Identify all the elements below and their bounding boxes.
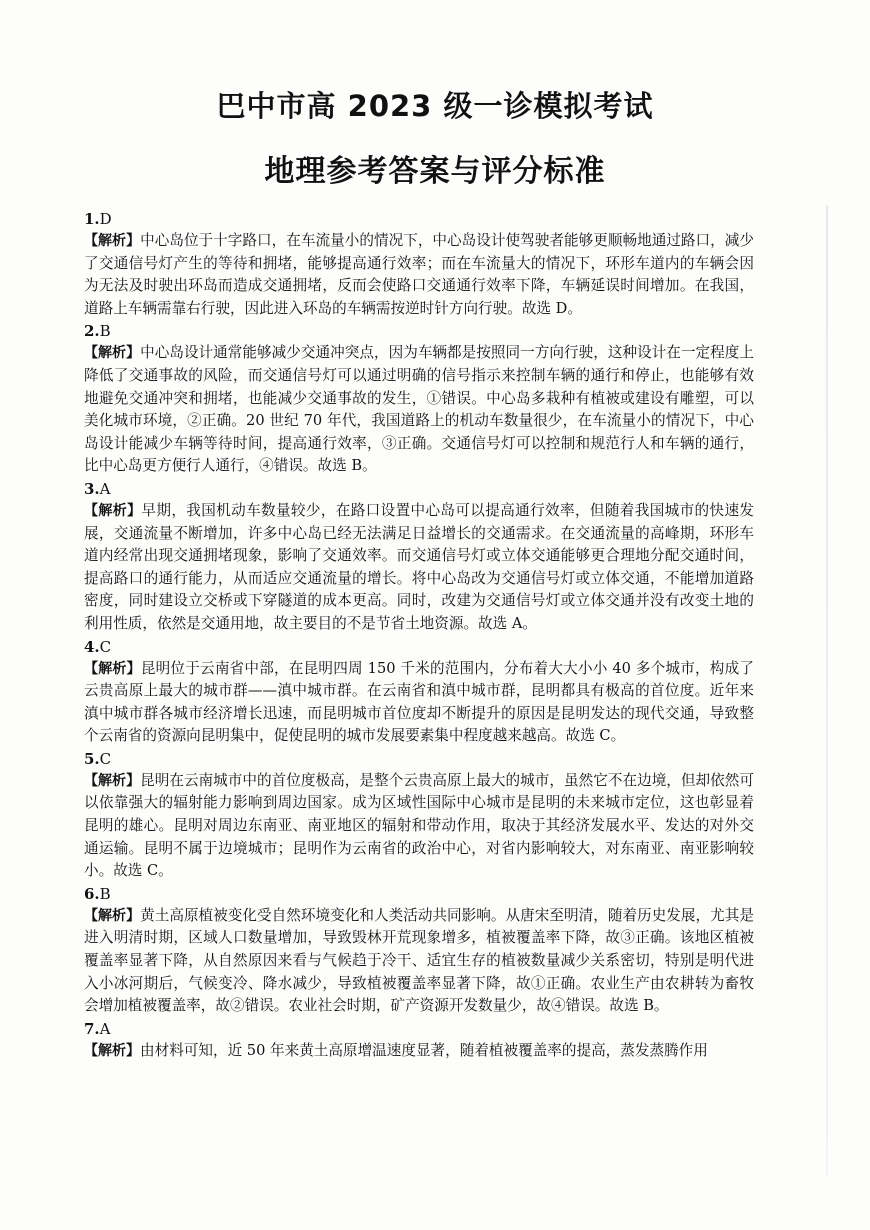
answer-line (84, 208, 754, 230)
question-block-3 (84, 478, 754, 636)
question-number: 6. (84, 884, 100, 903)
answer-line (84, 1018, 754, 1040)
explanation-text: 早期，我国机动车数量较少，在路口设置中心岛可以提高通行效率，但随着我国城市的快速发展，交通流量不断增加，许多中心岛已经无法满足日益增长的交通需求。在交通流量的高峰期，环形车道内经常出现交通拥堵现象，影响了交通效率。而交通信号灯或立体交通能够更合理地分配交通时间，提高路口的通行能力，从而适应交通流量的增长。将中心岛改为交通信号灯或立体交通，不能增加道路密度，同时建设立交桥或下穿隧道的成本更高。同时，改建为交通信号灯或立体交通并没有改变土地的利用性质，依然是交通用地，故主要目的不是节省土地资源。故选 A。 (84, 501, 754, 632)
question-block-7 (84, 1018, 754, 1063)
question-number: 7. (84, 1019, 100, 1038)
answer-line (84, 478, 754, 500)
analysis-tag: 【解析】 (84, 907, 141, 924)
answer-line (84, 636, 754, 658)
explanation (84, 770, 754, 883)
question-number: 3. (84, 479, 100, 498)
explanation (84, 658, 754, 748)
answer-list (84, 208, 754, 1062)
question-block-6 (84, 883, 754, 1018)
answer-choice: C (99, 749, 112, 768)
answer-choice: A (99, 479, 111, 498)
question-number: 4. (84, 637, 100, 656)
explanation (84, 230, 754, 320)
question-number: 5. (84, 749, 100, 768)
analysis-tag: 【解析】 (84, 345, 141, 362)
explanation-text: 昆明在云南城市中的首位度极高，是整个云贵高原上最大的城市，虽然它不在边境，但却依然可以依靠强大的辐射能力影响到周边国家。成为区域性国际中心城市是昆明的未来城市定位，这也彰显着昆明的雄心。昆明对周边东南亚、南亚地区的辐射和带动作用，取决于其经济发展水平、发达的对外交通运输。昆明不属于边境城市；昆明作为云南省的政治中心，对省内影响较大，对东南亚、南亚影响较小。故选 C。 (84, 771, 754, 880)
answer-choice: A (99, 1019, 111, 1038)
answer-choice: B (99, 322, 111, 341)
explanation (84, 1040, 754, 1063)
answer-line (84, 748, 754, 770)
question-number: 1. (84, 210, 100, 228)
question-block-1 (84, 208, 754, 320)
explanation-text: 由材料可知，近 50 年来黄土高原增温速度显著，随着植被覆盖率的提高，蒸发蒸腾作用 (140, 1041, 708, 1059)
analysis-tag: 【解析】 (84, 772, 141, 789)
explanation-text: 黄土高原植被变化受自然环境变化和人类活动共同影响。从唐宋至明清，随着历史发展，尤其是进入明清时期，区域人口数量增加，导致毁林开荒现象增多，植被覆盖率下降，故③正确。该地区植被覆盖率显著下降，从自然原因来看与气候趋于冷干、适宜生存的植被数量减少关系密切，特别是明代进入小冰河期后，气候变冷、降水减少，导致植被覆盖率显著下降，故①正确。农业生产由农耕转为畜牧会增加植被覆盖率，故②错误。农业社会时期，矿产资源开发数量少，故④错误。故选 B。 (84, 906, 754, 1015)
explanation (84, 905, 754, 1018)
explanation-text: 昆明位于云南省中部，在昆明四周 150 千米的范围内，分布着大大小小 40 多个城市，构成了云贵高原上最大的城市群——滇中城市群。在云南省和滇中城市群，昆明都具有极高的首位度。近年来滇中城市群各城市经济增长迅速，而昆明城市首位度却不断提升的原因是昆明发达的现代交通，导致整个云南省的资源向昆明集中，促使昆明的城市发展要素集中程度越来越高。故选 C。 (84, 659, 755, 745)
document-subtitle: 地理参考答案与评分标准 (264, 154, 606, 189)
answer-line (84, 320, 754, 342)
explanation (84, 342, 754, 478)
answer-choice: D (99, 210, 112, 228)
answer-choice: C (99, 637, 112, 656)
analysis-tag: 【解析】 (84, 1042, 140, 1059)
explanation-text: 中心岛设计通常能够减少交通冲突点，因为车辆都是按照同一方向行驶，这种设计在一定程度上降低了交通事故的风险，而交通信号灯可以通过明确的信号指示来控制车辆的通行和停止，也能够有效地避免交通冲突和拥堵，也能减少交通事故的发生，①错误。中心岛多栽种有植被或建设有雕塑，可以美化城市环境，②正确。20 世纪 70 年代，我国道路上的机动车数量很少，在车流量小的情况下，中心岛设计能减少车辆等待时间，提高通行效率，③正确。交通信号灯可以控制和规范行人和车辆的通行，比中心岛更方便行人通行，④错误。故选 B。 (84, 344, 754, 475)
question-number: 2. (84, 322, 100, 341)
answer-choice: B (99, 884, 111, 903)
explanation-text: 中心岛位于十字路口，在车流量小的情况下，中心岛设计使驾驶者能够更顺畅地通过路口，减少了交通信号灯产生的等待和拥堵，能够提高通行效率；而在车流量大的情况下，环形车道内的车辆会因为无法及时驶出环岛而造成交通拥堵，反而会使路口交通通行效率下降，车辆延误时间增加。在我国，道路上车辆需靠右行驶，因此进入环岛的车辆需按逆时针方向行驶。故选 D。 (84, 232, 754, 317)
question-block-4 (84, 636, 754, 748)
answer-line (84, 883, 754, 905)
scan-edge-shadow (826, 205, 828, 1175)
explanation (84, 500, 754, 636)
question-block-5 (84, 748, 754, 883)
document-title: 巴中市高 2023 级一诊模拟考试 (216, 89, 654, 123)
analysis-tag: 【解析】 (84, 660, 141, 677)
analysis-tag: 【解析】 (84, 502, 142, 519)
analysis-tag: 【解析】 (84, 233, 141, 249)
question-block-2 (84, 320, 754, 478)
